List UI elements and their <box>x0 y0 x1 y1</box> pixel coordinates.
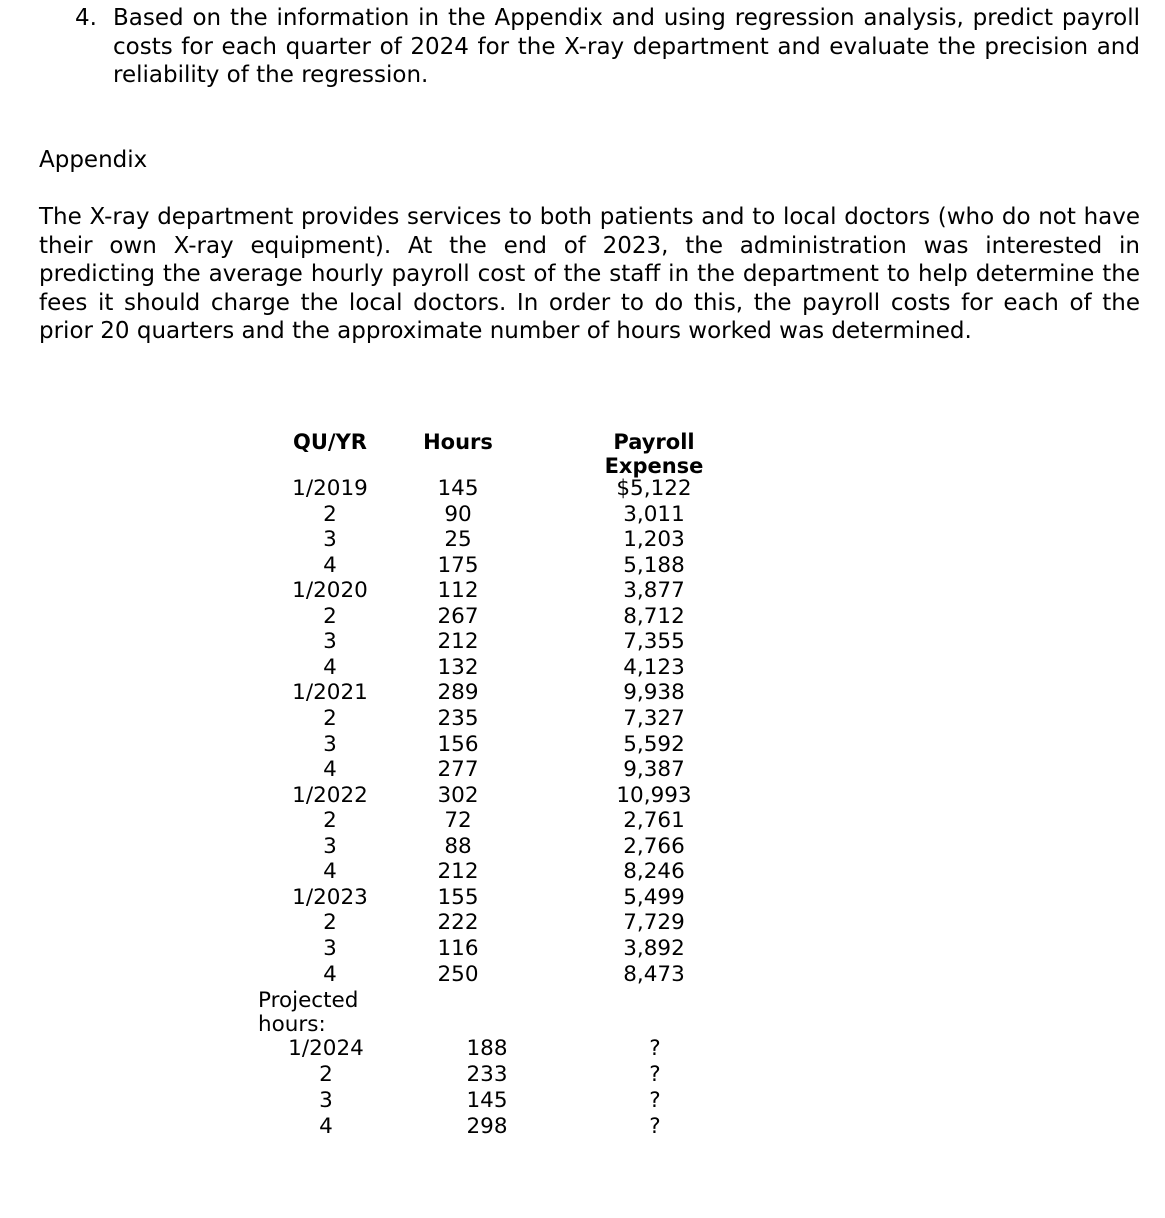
row-hours: 212 <box>437 859 479 885</box>
row-hours: 72 <box>444 808 472 834</box>
row-quarter: 2 <box>323 501 337 527</box>
projected-hours: 188 <box>466 1036 508 1061</box>
row-hours: 132 <box>437 654 479 680</box>
row-payroll: $5,122 <box>616 476 692 501</box>
row-hours: 302 <box>437 782 479 808</box>
row-payroll: 5,188 <box>623 552 685 578</box>
row-hours: 116 <box>437 935 479 961</box>
projected-quarter: 2 <box>319 1061 333 1087</box>
row-hours: 222 <box>437 910 479 936</box>
row-quarter: 1/2020 <box>292 578 368 604</box>
row-payroll: 7,729 <box>623 910 685 936</box>
row-hours: 277 <box>437 757 479 782</box>
question-4 <box>75 4 1140 90</box>
row-quarter: 3 <box>323 833 337 859</box>
row-quarter: 2 <box>323 603 337 629</box>
row-hours: 90 <box>444 501 472 527</box>
row-quarter: 2 <box>323 808 337 834</box>
projected-quarter: 1/2024 <box>288 1036 364 1061</box>
row-payroll: 3,877 <box>623 578 685 604</box>
row-quarter: 3 <box>323 629 337 655</box>
row-payroll: 9,387 <box>623 757 685 782</box>
projected-label-line2: hours: <box>258 1012 326 1037</box>
row-hours: 235 <box>437 706 479 731</box>
row-hours: 212 <box>437 629 479 655</box>
row-payroll: 2,766 <box>623 833 685 859</box>
row-payroll: 7,327 <box>623 706 685 731</box>
appendix-intro: The X-ray department provides services to both patients and to local doctors (who do not have their own X-ray equipment). At the end of 2023, the administration was interested in predicting the average hourly payroll cost of the staff in the department to help determine the fees it should charge the local doctors. In order to do this, the payroll costs for each of the prior 20 quarters and the approximate number of hours worked was determined. <box>39 204 1140 344</box>
row-quarter: 1/2022 <box>292 782 368 808</box>
row-payroll: 8,246 <box>623 859 685 885</box>
header-hours: Hours <box>423 430 493 454</box>
projected-quarter: 4 <box>319 1113 333 1139</box>
row-payroll: 1,203 <box>623 527 685 553</box>
row-quarter: 1/2021 <box>292 680 368 706</box>
projected-quarter: 3 <box>319 1087 333 1113</box>
row-hours: 175 <box>437 552 479 578</box>
row-hours: 25 <box>444 527 472 553</box>
appendix-title: Appendix <box>39 147 148 173</box>
row-payroll: 4,123 <box>623 654 685 680</box>
row-quarter: 3 <box>323 731 337 757</box>
row-quarter: 1/2023 <box>292 884 368 910</box>
projected-hours: 233 <box>466 1061 508 1087</box>
row-quarter: 3 <box>323 935 337 961</box>
row-payroll: 9,938 <box>623 680 685 706</box>
row-hours: 155 <box>437 884 479 910</box>
projected-payroll: ? <box>649 1113 661 1139</box>
header-payroll-line1: Payroll <box>613 430 695 454</box>
row-payroll: 2,761 <box>623 808 685 834</box>
projected-hours: 298 <box>466 1113 508 1139</box>
row-quarter: 4 <box>323 552 337 578</box>
row-quarter: 2 <box>323 910 337 936</box>
row-hours: 145 <box>437 476 479 501</box>
projected-payroll: ? <box>649 1036 661 1061</box>
row-quarter: 1/2019 <box>292 476 368 501</box>
row-payroll: 3,892 <box>623 935 685 961</box>
projected-label-line1: Projected <box>258 988 359 1013</box>
row-quarter: 3 <box>323 527 337 553</box>
row-hours: 112 <box>437 578 479 604</box>
row-quarter: 4 <box>323 961 337 987</box>
projected-payroll: ? <box>649 1087 661 1113</box>
row-hours: 88 <box>444 833 472 859</box>
row-payroll: 8,473 <box>623 961 685 987</box>
question-text: Based on the information in the Appendix and using regression analysis, predict payroll costs for each quarter of 2024 for the X-ray department and evaluate the precision and reliability of the regression. <box>113 5 1140 88</box>
row-hours: 250 <box>437 961 479 987</box>
projected-hours: 145 <box>466 1087 508 1113</box>
row-payroll: 3,011 <box>623 501 685 527</box>
row-payroll: 5,499 <box>623 884 685 910</box>
row-hours: 156 <box>437 731 479 757</box>
header-quarter: QU/YR <box>293 430 367 454</box>
row-hours: 289 <box>437 680 479 706</box>
row-quarter: 4 <box>323 757 337 782</box>
row-quarter: 2 <box>323 706 337 731</box>
row-payroll: 10,993 <box>616 782 692 808</box>
row-quarter: 4 <box>323 859 337 885</box>
header-payroll-line2: Expense <box>604 454 704 478</box>
row-payroll: 8,712 <box>623 603 685 629</box>
projected-payroll: ? <box>649 1061 661 1087</box>
projected-hours-label <box>258 989 358 1037</box>
row-hours: 267 <box>437 603 479 629</box>
row-payroll: 5,592 <box>623 731 685 757</box>
row-payroll: 7,355 <box>623 629 685 655</box>
question-number: 4. <box>75 5 97 31</box>
row-quarter: 4 <box>323 654 337 680</box>
